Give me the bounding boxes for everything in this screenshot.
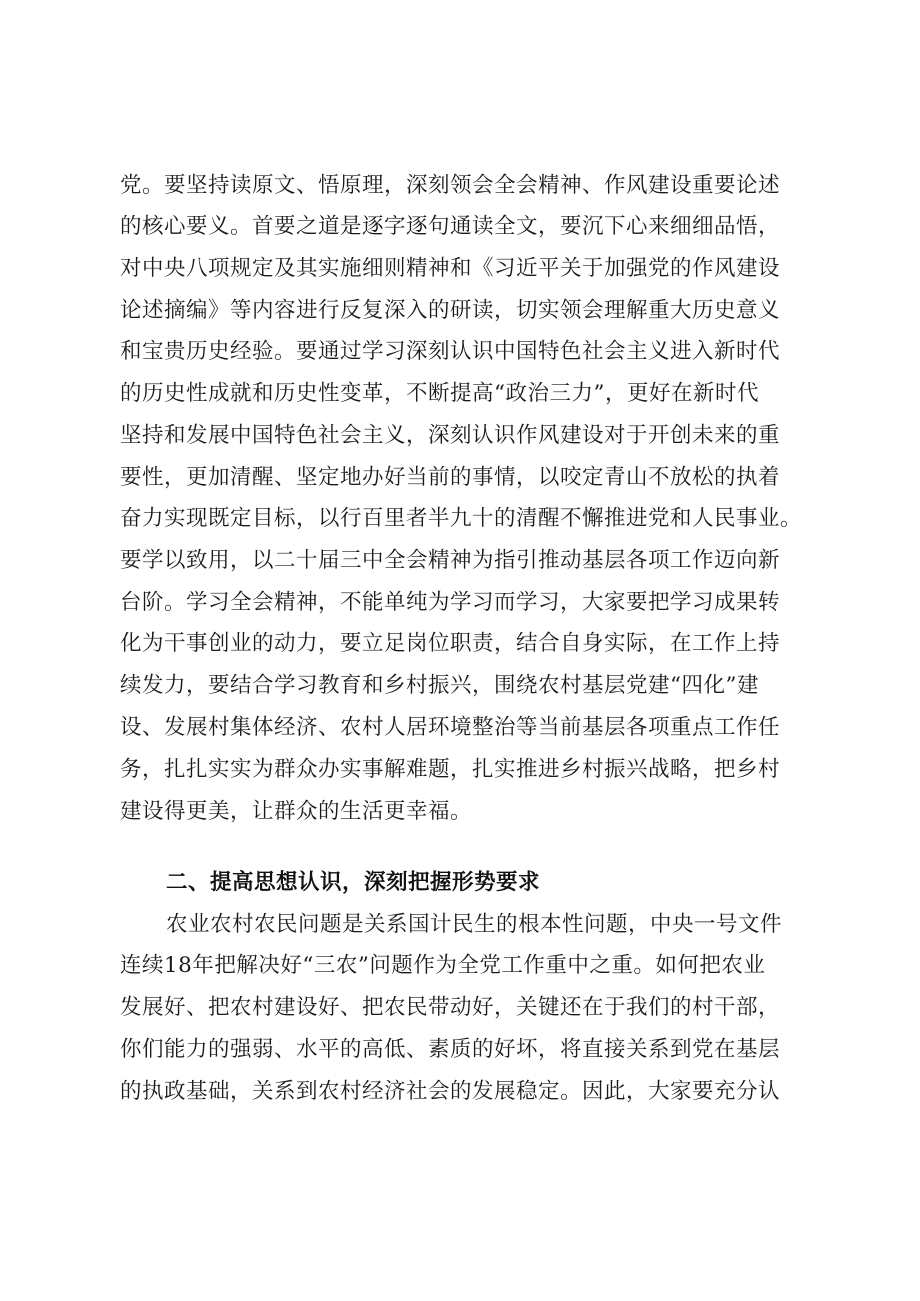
section-heading: 二、提高思想认识，深刻把握形势要求 bbox=[166, 870, 541, 895]
paragraph-line: 农业农村农民问题是关系国计民生的根本性问题，中央一号文件 bbox=[166, 912, 783, 937]
paragraph-line: 连续18年把解决好“三农”问题作为全党工作重中之重。如何把农业 bbox=[120, 953, 766, 978]
paragraph-line: 对中央八项规定及其实施细则精神和《习近平关于加强党的作风建设 bbox=[120, 256, 781, 281]
paragraph-line: 的历史性成就和历史性变革，不断提高“政治三力”，更好在新时代 bbox=[120, 381, 759, 406]
paragraph-line: 化为干事创业的动力，要立足岗位职责，结合自身实际，在工作上持 bbox=[120, 631, 781, 656]
paragraph-line: 台阶。学习全会精神，不能单纯为学习而学习，大家要把学习成果转 bbox=[120, 590, 781, 615]
paragraph-line: 党。要坚持读原文、悟原理，深刻领会全会精神、作风建设重要论述 bbox=[120, 173, 781, 198]
paragraph-line: 坚持和发展中国特色社会主义，深刻认识作风建设对于开创未来的重 bbox=[120, 423, 781, 448]
paragraph-line: 要性，更加清醒、坚定地办好当前的事情，以咬定青山不放松的执着 bbox=[120, 465, 781, 490]
paragraph-line: 的核心要义。首要之道是逐字逐句通读全文，要沉下心来细细品悟， bbox=[120, 214, 781, 239]
paragraph-line: 建设得更美，让群众的生活更幸福。 bbox=[120, 799, 473, 824]
paragraph-line: 发展好、把农村建设好、把农民带动好，关键还在于我们的村干部， bbox=[120, 995, 781, 1020]
paragraph-line: 要学以致用，以二十届三中全会精神为指引推动基层各项工作迈向新 bbox=[120, 548, 781, 573]
paragraph-line: 奋力实现既定目标，以行百里者半九十的清醒不懈推进党和人民事业。 bbox=[120, 506, 803, 531]
paragraph-line: 的执政基础，关系到农村经济社会的发展稳定。因此，大家要充分认 bbox=[120, 1079, 781, 1104]
paragraph-line: 和宝贵历史经验。要通过学习深刻认识中国特色社会主义进入新时代 bbox=[120, 339, 781, 364]
paragraph-line: 续发力，要结合学习教育和乡村振兴，围绕农村基层党建“四化”建 bbox=[120, 673, 759, 698]
paragraph-line: 你们能力的强弱、水平的高低、素质的好坏，将直接关系到党在基层 bbox=[120, 1037, 781, 1062]
paragraph-line: 设、发展村集体经济、农村人居环境整治等当前基层各项重点工作任 bbox=[120, 715, 781, 740]
paragraph-line: 论述摘编》等内容进行反复深入的研读，切实领会理解重大历史意义 bbox=[120, 298, 781, 323]
paragraph-line: 务，扎扎实实为群众办实事解难题，扎实推进乡村振兴战略，把乡村 bbox=[120, 757, 781, 782]
